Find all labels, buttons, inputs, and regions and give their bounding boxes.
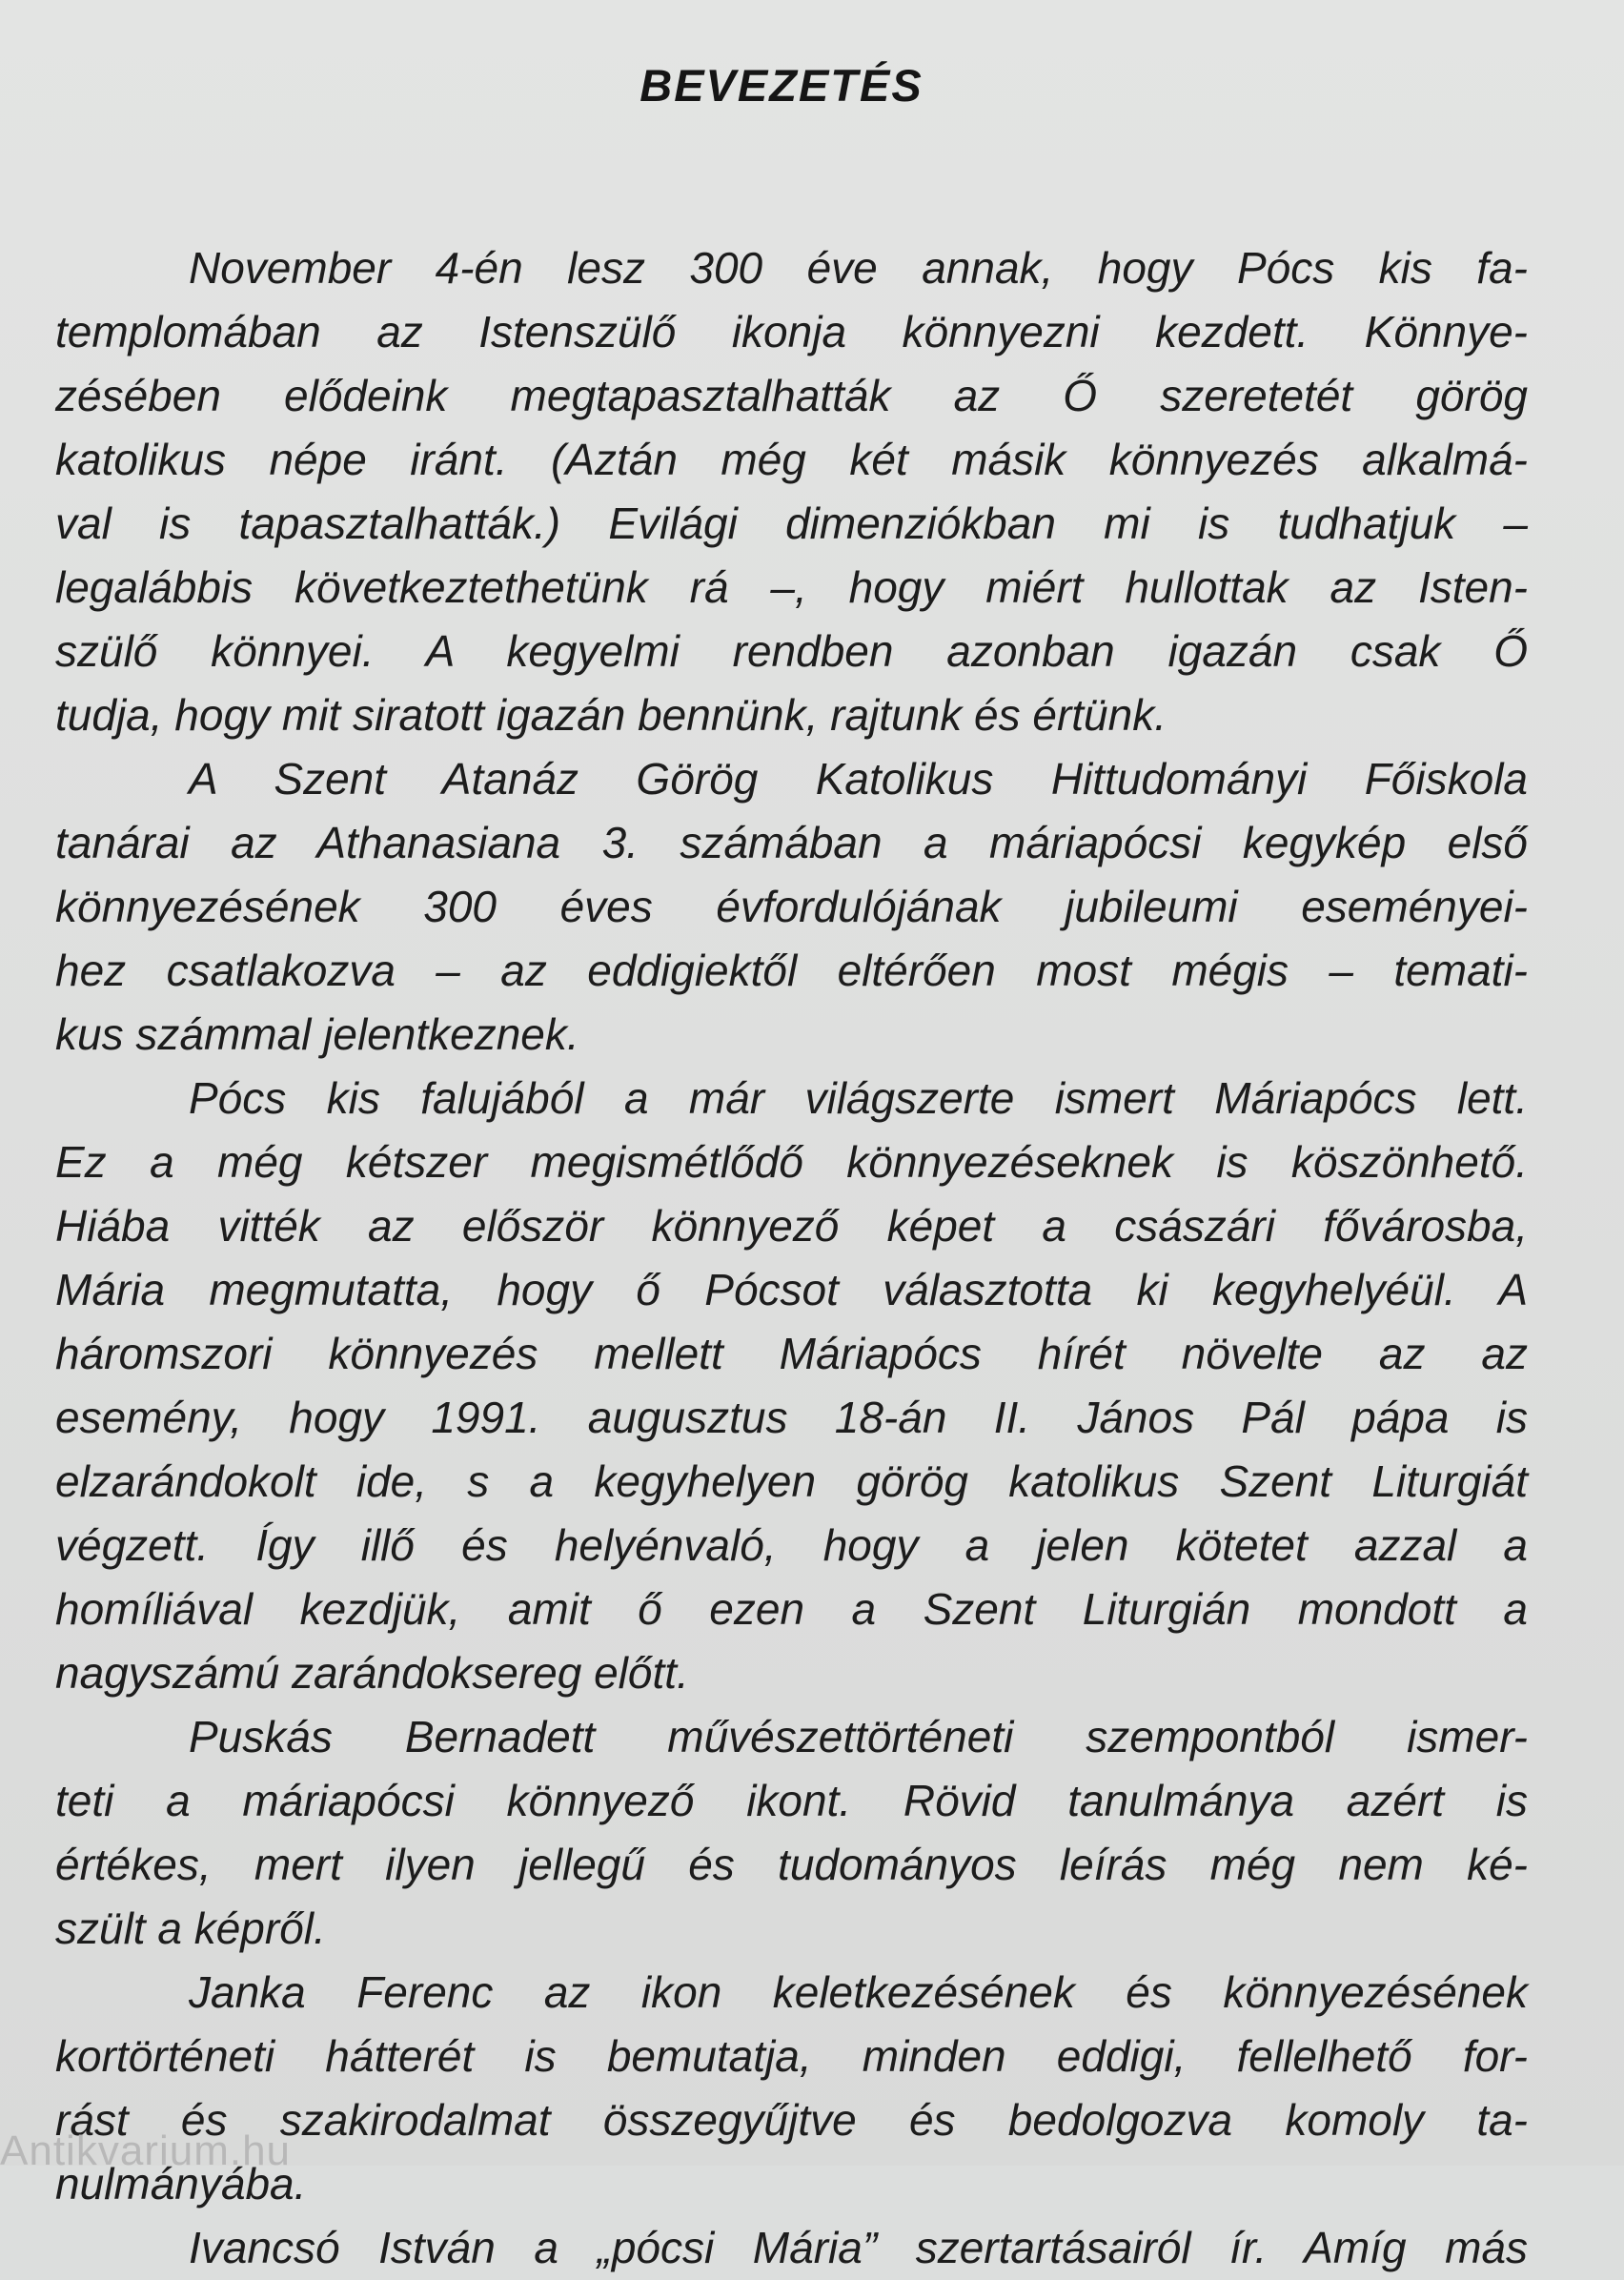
text-line: Ez a még kétszer megismétlődő könnyezéseknek is köszönhető.	[55, 1137, 1528, 1187]
text-line: szült a képről.	[55, 1903, 326, 1953]
text-line: val is tapasztalhatták.) Evilági dimenziókban mi is tudhatjuk –	[55, 499, 1528, 548]
text-line: homíliával kezdjük, amit ő ezen a Szent Liturgián mondott a	[55, 1584, 1528, 1634]
text-line: háromszori könnyezés mellett Máriapócs hírét növelte az az	[55, 1329, 1528, 1378]
text-line: zésében elődeink megtapasztalhatták az Ő szeretetét görög	[55, 371, 1528, 420]
page-heading: BEVEZETÉS	[639, 60, 924, 111]
text-line: Hiába vitték az először könnyező képet a császári fővárosba,	[55, 1201, 1528, 1251]
text-line: végzett. Így illő és helyénvaló, hogy a jelen kötetet azzal a	[55, 1520, 1528, 1570]
text-line: Pócs kis falujából a már világszerte ismert Máriapócs lett.	[189, 1073, 1528, 1123]
text-line: kortörténeti hátterét is bemutatja, minden eddigi, fellelhető for-	[55, 2031, 1528, 2081]
watermark: Antikvarium.hu	[0, 2127, 292, 2166]
text-line: hez csatlakozva – az eddigiektől eltérően most mégis – temati-	[55, 946, 1528, 995]
text-line: Puskás Bernadett művészettörténeti szempontból ismer-	[189, 1712, 1528, 1761]
text-line: nagyszámú zarándoksereg előtt.	[55, 1648, 689, 1698]
text-line: tanárai az Athanasiana 3. számában a máriapócsi kegykép első	[55, 818, 1528, 867]
text-line: rást és szakirodalmat összegyűjtve és bedolgozva komoly ta-	[55, 2095, 1528, 2145]
text-line: kus számmal jelentkeznek.	[55, 1009, 579, 1059]
text-line: nulmányába.	[55, 2159, 307, 2209]
body-text	[55, 236, 1528, 2280]
text-line: templomában az Istenszülő ikonja könnyezni kezdett. Könnye-	[55, 307, 1528, 356]
text-line: értékes, mert ilyen jellegű és tudományos leírás még nem ké-	[55, 1840, 1528, 1889]
text-line: esemény, hogy 1991. augusztus 18-án II. János Pál pápa is	[55, 1393, 1528, 1442]
text-line: Mária megmutatta, hogy ő Pócsot választotta ki kegyhelyéül. A	[55, 1265, 1528, 1314]
text-line: November 4-én lesz 300 éve annak, hogy Pócs kis fa-	[189, 243, 1528, 293]
text-line: A Szent Atanáz Görög Katolikus Hittudományi Főiskola	[189, 754, 1528, 804]
text-line: Ivancsó István a „pócsi Mária” szertartásairól ír. Amíg más	[189, 2223, 1528, 2272]
text-line: teti a máriapócsi könnyező ikont. Rövid tanulmánya azért is	[55, 1776, 1528, 1825]
text-line: legalábbis következtethetünk rá –, hogy miért hullottak az Isten-	[55, 562, 1528, 612]
text-line: könnyezésének 300 éves évfordulójának jubileumi eseményei-	[55, 882, 1528, 931]
text-line: elzarándokolt ide, s a kegyhelyen görög katolikus Szent Liturgiát	[55, 1456, 1528, 1506]
text-line: katolikus népe iránt. (Aztán még két másik könnyezés alkalmá-	[55, 435, 1528, 484]
text-line: tudja, hogy mit siratott igazán bennünk, rajtunk és értünk.	[55, 690, 1167, 740]
text-line: szülő könnyei. A kegyelmi rendben azonban igazán csak Ő	[55, 626, 1528, 676]
text-line: Janka Ferenc az ikon keletkezésének és könnyezésének	[189, 1967, 1528, 2017]
